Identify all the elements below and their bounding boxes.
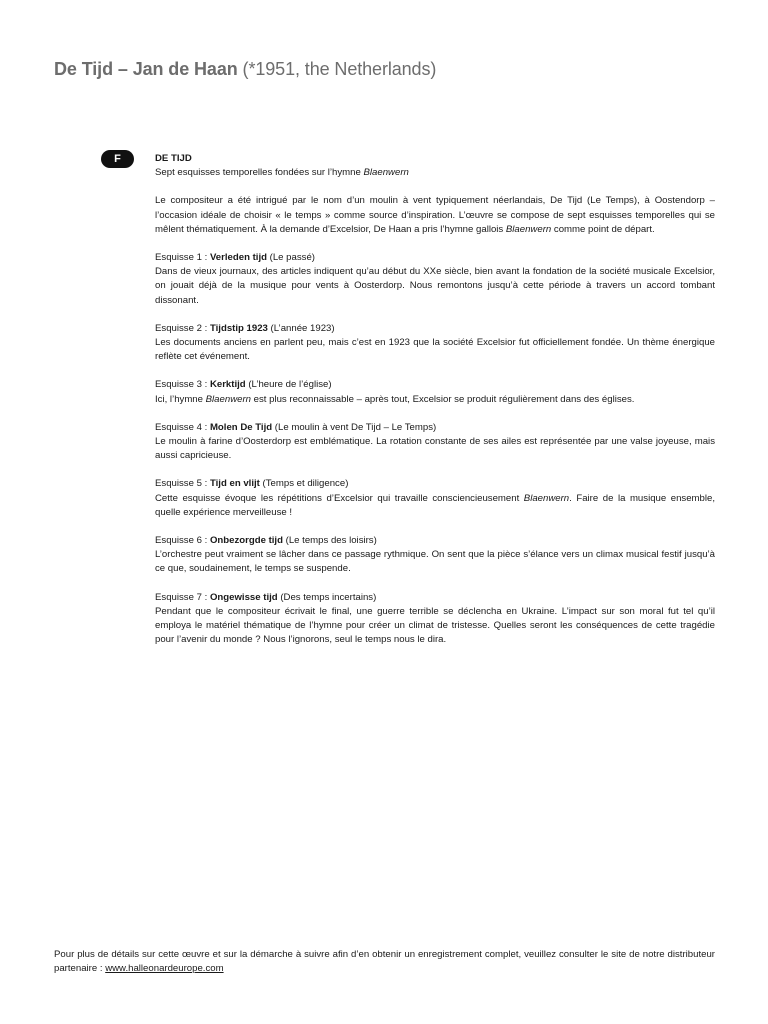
piece-title: DE TIJD [155, 153, 192, 164]
sketch-heading: Esquisse 4 : Molen De Tijd (Le moulin à vent De Tijd – Le Temps) [155, 421, 437, 433]
page-header [54, 59, 436, 80]
description-block [155, 152, 715, 647]
language-badge: F [101, 150, 134, 168]
footer-note: Pour plus de détails sur cette œuvre et sur la démarche à suivre afin d’en obtenir un enregistrement complet, veuillez consulter le site de notre distributeur partenaire : www.halleonardeurope.com [54, 949, 715, 975]
sketch-body: Pendant que le compositeur écrivait le final, une guerre terrible se déclencha en Ukraine. L’impact sur son moral fut tel qu’il employa le matériel thématique de l’hymne pour créer un climat de tristesse. Quelles seront les conséquences de cette tragédie pour l’avenir du monde ? Nous l’ignorons, seul le temps nous le dira. [155, 605, 715, 646]
sketch-heading: Esquisse 1 : Verleden tijd (Le passé) [155, 252, 315, 264]
sketch-name: Kerktijd [209, 379, 246, 391]
sketch-name: Molen De Tijd [209, 421, 273, 433]
sketch-body: Les documents anciens en parlent peu, mais c’est en 1923 que la société Excelsior fut officiellement fondée. Un thème énergique reflète cet événement. [155, 337, 715, 363]
sketch-heading: Esquisse 2 : Tijdstip 1923 (L’année 1923) [155, 322, 335, 334]
sketch-body: L’orchestre peut vraiment se lâcher dans ce passage rythmique. On sent que la pièce s’élance vers un climax musical festif jusqu’à ce que, soudainement, le temps se suspende. [155, 549, 715, 575]
intro-paragraph: Le compositeur a été intrigué par le nom d’un moulin à vent typiquement néerlandais, De Tijd (Le Temps), à Oostendorp – l’occasion idéale de choisir « le temps » comme source d’inspiration. L’œuvre se compose de sept esquisses temporelles qui se mêlent thématiquement. À la demande d’Excelsior, De Haan a pris l’hymne gallois Blaenwern comme point de départ. [155, 195, 715, 235]
sketch-body: Le moulin à farine d’Oosterdorp est emblématique. La rotation constante de ses ailes est représentée par une valse joyeuse, mais aussi capricieuse. [155, 436, 715, 462]
sketch-name: Tijdstip 1923 [209, 322, 268, 334]
sketch-1 [155, 251, 715, 308]
sketch-body: Ici, l’hymne Blaenwern est plus reconnaissable – après tout, Excelsior se produit régulièrement dans des églises. [155, 393, 635, 405]
sketch-name: Ongewisse tijd [209, 591, 278, 603]
sketch-3 [155, 378, 715, 406]
sketch-5 [155, 477, 715, 520]
sketch-heading: Esquisse 6 : Onbezorgde tijd (Le temps des loisirs) [155, 535, 377, 547]
sketch-name: Onbezorgde tijd [209, 535, 283, 547]
sketch-7 [155, 591, 715, 648]
sketch-name: Verleden tijd [209, 252, 267, 264]
sketch-body: Dans de vieux journaux, des articles indiquent qu’au début du XXe siècle, bien avant la fondation de la société musicale Excelsior, on jouait déjà de la musique pour vents à Oosterdorp. Nous remontons jusqu’à cette période à travers un accord tombant dissonant. [155, 266, 715, 306]
piece-subtitle: Sept esquisses temporelles fondées sur l’hymne Blaenwern [155, 167, 409, 179]
composer-origin: (*1951, the Netherlands) [242, 59, 437, 79]
sketch-4 [155, 421, 715, 464]
sketch-body: Cette esquisse évoque les répétitions d’Excelsior qui travaille consciencieusement Blaenwern. Faire de la musique ensemble, quelle expérience merveilleuse ! [155, 492, 716, 518]
sketch-heading: Esquisse 7 : Ongewisse tijd (Des temps incertains) [155, 591, 377, 603]
sketch-heading: Esquisse 5 : Tijd en vlijt (Temps et diligence) [155, 478, 349, 490]
sketch-name: Tijd en vlijt [209, 478, 260, 490]
sketch-heading: Esquisse 3 : Kerktijd (L’heure de l’église) [155, 379, 332, 391]
sketch-6 [155, 534, 715, 577]
sketch-2 [155, 322, 715, 365]
distributor-link[interactable]: www.halleonardeurope.com [105, 963, 224, 975]
hymn-name: Blaenwern [505, 223, 552, 235]
hymn-name: Blaenwern [363, 167, 409, 179]
composer-title: De Tijd – Jan de Haan [54, 59, 238, 79]
